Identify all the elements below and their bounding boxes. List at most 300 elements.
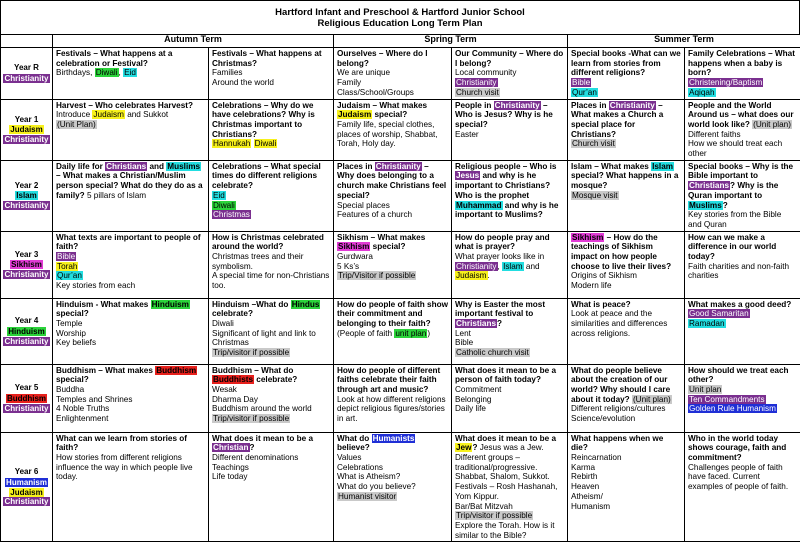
term-spring: Spring Term <box>334 35 568 48</box>
unit-text: Diwali <box>212 319 234 328</box>
religion-tag: Judaism <box>9 125 43 134</box>
unit-text: , <box>498 262 503 271</box>
unit-line <box>688 162 797 211</box>
highlight-grey: Mosque visit <box>571 191 619 200</box>
unit-text: What is peace? <box>571 300 631 309</box>
unit-line <box>455 329 564 339</box>
unit-text: People in <box>455 101 494 110</box>
unit-line <box>56 271 205 281</box>
unit-line <box>571 482 681 492</box>
unit-line <box>212 414 330 424</box>
unit-text: How should we treat each other? <box>688 366 789 385</box>
year-row <box>1 432 800 542</box>
unit-line <box>212 252 330 271</box>
unit-cell <box>209 231 334 298</box>
unit-cell <box>568 298 685 364</box>
unit-text: Hinduism –What do <box>212 300 291 309</box>
unit-text: Heaven <box>571 482 599 491</box>
unit-text: ? <box>497 319 502 328</box>
highlight-grey: Church visit <box>455 88 500 97</box>
unit-line <box>337 120 448 149</box>
unit-text: special? <box>56 375 89 384</box>
unit-line <box>56 319 205 329</box>
unit-text: Look at how different religions depict religious figures/stories in art. <box>337 395 446 423</box>
unit-line <box>688 101 797 130</box>
plan-header <box>0 0 800 34</box>
unit-text: Faith charities and non-faith charities <box>688 262 789 281</box>
year-cell <box>1 99 53 160</box>
highlight-purple: Christening/Baptism <box>688 78 763 87</box>
unit-line <box>337 68 448 78</box>
unit-text: What do people believe about the creation of our world? Why should I care about it today? <box>571 366 670 404</box>
unit-text: People and the World Around us – what does our world look like? <box>688 101 794 129</box>
unit-line <box>571 463 681 473</box>
unit-text: Our Community – Where do I belong? <box>455 49 563 68</box>
unit-text: and <box>147 162 166 171</box>
unit-cell <box>452 99 568 160</box>
highlight-cyan: Eid <box>123 68 137 77</box>
unit-cell <box>53 298 209 364</box>
unit-text: Modern life <box>571 281 612 290</box>
unit-text: Religious people – Who is <box>455 162 556 171</box>
unit-line <box>56 68 205 78</box>
year-row <box>1 364 800 432</box>
unit-text: Humanism <box>571 502 610 511</box>
unit-text: What can we learn from stories of faith? <box>56 434 187 453</box>
unit-text: Sikhism – What makes <box>337 233 425 242</box>
highlight-purple: Christians <box>455 319 497 328</box>
unit-text: Judaism – What makes <box>337 101 427 110</box>
unit-text: Rebirth <box>571 472 597 481</box>
unit-text: Families <box>212 68 242 77</box>
highlight-cyan: Qur’an <box>571 88 598 97</box>
unit-line <box>688 395 797 405</box>
unit-line <box>455 68 564 78</box>
unit-text: What do <box>337 434 372 443</box>
unit-line <box>212 233 330 252</box>
unit-text: How do people of faith show their commitment and belonging to their faith? <box>337 300 448 328</box>
unit-line <box>212 191 330 201</box>
unit-text: special? <box>56 309 89 318</box>
year-cell <box>1 432 53 542</box>
religion-tag: Christianity <box>3 337 49 346</box>
unit-text: ? <box>250 443 255 452</box>
unit-text: Special books -What can we learn from stories from different religions? <box>571 49 681 77</box>
religion-tag: Christianity <box>3 135 49 144</box>
unit-cell <box>685 160 800 231</box>
unit-line <box>688 366 797 385</box>
unit-cell <box>568 432 685 542</box>
highlight-grey: Trip/Visitor if possible <box>337 271 416 280</box>
highlight-purple: Christianity <box>455 78 498 87</box>
unit-text: What prayer looks like in <box>455 252 544 261</box>
unit-line <box>571 233 681 272</box>
unit-line <box>56 233 205 252</box>
unit-text: Places in <box>337 162 375 171</box>
unit-line <box>688 78 797 88</box>
unit-text: Key stories from each <box>56 281 135 290</box>
unit-text: Karma <box>571 463 595 472</box>
unit-line <box>455 49 564 68</box>
term-summer: Summer Term <box>568 35 800 48</box>
unit-line <box>455 78 564 88</box>
corner-cell <box>1 35 53 48</box>
unit-text: Christmas trees and their symbolism. <box>212 252 303 271</box>
highlight-grey: Trip/visitor if possible <box>212 414 290 423</box>
unit-text: How stories from different religions influence the way in which people live today. <box>56 453 193 481</box>
unit-line <box>337 252 448 262</box>
unit-line <box>56 453 205 482</box>
unit-text: Gurdwara <box>337 252 373 261</box>
term-autumn: Autumn Term <box>53 35 334 48</box>
unit-line <box>337 492 448 502</box>
year-cell <box>1 160 53 231</box>
unit-line <box>571 162 681 191</box>
unit-text: Teachings <box>212 463 249 472</box>
highlight-purple: Christian <box>212 443 250 452</box>
unit-cell <box>452 160 568 231</box>
unit-line <box>571 492 681 502</box>
unit-cell <box>685 298 800 364</box>
year-row <box>1 160 800 231</box>
unit-line <box>212 319 330 329</box>
unit-text: Places in <box>571 101 609 110</box>
unit-cell <box>53 160 209 231</box>
highlight-yellow: Judaism <box>92 110 125 119</box>
highlight-grey: Church visit <box>571 139 616 148</box>
unit-line <box>571 281 681 291</box>
highlight-purple: Christians <box>105 162 147 171</box>
highlight-green: Diwali <box>212 201 236 210</box>
unit-text: Buddha <box>56 385 84 394</box>
unit-text: What does it mean to be a person of faith today? <box>455 366 556 385</box>
year-label: Year 6 <box>2 467 51 477</box>
highlight-blue: Humanists <box>372 434 416 443</box>
unit-line <box>56 414 205 424</box>
unit-line <box>455 434 564 453</box>
unit-text: Festivals – Rosh Hashanah, Yom Kippur. <box>455 482 557 501</box>
plan-body <box>1 48 800 542</box>
unit-line <box>688 130 797 140</box>
unit-line <box>455 338 564 348</box>
unit-text: Challenges people of faith have faced. Current examples of people of faith. <box>688 463 788 491</box>
highlight-blue: Golden Rule Humanism <box>688 404 777 413</box>
unit-line <box>56 262 205 272</box>
highlight-grey: Trip/visitor if possible <box>212 348 290 357</box>
unit-line <box>455 366 564 385</box>
unit-text: Look at peace and the similarities and differences across religions. <box>571 309 667 337</box>
unit-line <box>56 300 205 319</box>
religion-tag: Buddhism <box>6 394 47 403</box>
highlight-purple: Bible <box>571 78 591 87</box>
highlight-grey: Unit plan <box>688 385 722 394</box>
unit-line <box>455 404 564 414</box>
unit-line <box>337 366 448 395</box>
unit-line <box>571 78 681 88</box>
unit-cell <box>452 432 568 542</box>
unit-line <box>337 453 448 463</box>
unit-cell <box>452 231 568 298</box>
unit-cell <box>685 231 800 298</box>
unit-line <box>455 348 564 358</box>
unit-line <box>688 385 797 395</box>
highlight-yellow: Jew <box>455 443 472 452</box>
unit-line <box>455 130 564 140</box>
unit-text: believe? <box>337 443 370 452</box>
religion-tag: Judaism <box>9 488 43 497</box>
unit-text: What does it mean to be a <box>455 434 556 443</box>
unit-cell <box>334 160 452 231</box>
unit-line <box>56 49 205 68</box>
highlight-cyan: Qur’an <box>56 271 83 280</box>
unit-text: Key beliefs <box>56 338 96 347</box>
unit-line <box>212 78 330 88</box>
unit-line <box>212 68 330 78</box>
unit-cell <box>568 364 685 432</box>
unit-line <box>337 395 448 424</box>
unit-text: Daily life <box>455 404 486 413</box>
unit-line <box>455 521 564 540</box>
unit-text: Lent <box>455 329 471 338</box>
unit-text: special? <box>370 242 405 251</box>
unit-line <box>56 385 205 395</box>
religion-tag: Christianity <box>3 497 49 506</box>
unit-line <box>212 453 330 463</box>
unit-line <box>455 252 564 281</box>
unit-text: – How do the teachings of Sikhism impact on how people choose to live their lives? <box>571 233 671 271</box>
unit-text: Wesak <box>212 385 237 394</box>
unit-line <box>571 139 681 149</box>
unit-line <box>688 300 797 310</box>
highlight-grey: (Unit plan) <box>752 120 792 129</box>
unit-text: Commitment <box>455 385 501 394</box>
unit-text: 5 pillars of Islam <box>85 191 146 200</box>
unit-line <box>571 472 681 482</box>
highlight-cyan: Aqiqah <box>688 88 716 97</box>
unit-text: special? What happens in a mosque? <box>571 171 678 190</box>
unit-text: Celebrations – What special times do different religions celebrate? <box>212 162 321 190</box>
unit-text: Why is Easter the most important festival to <box>455 300 545 319</box>
unit-line <box>455 162 564 220</box>
unit-text: – Who is Jesus? Why is he special? <box>455 101 553 129</box>
highlight-yellow: Judaism <box>455 271 488 280</box>
unit-text: Life today <box>212 472 248 481</box>
year-label: Year R <box>2 63 51 73</box>
highlight-purple: Christianity <box>455 262 498 271</box>
year-label: Year 3 <box>2 250 51 260</box>
highlight-purple: Good Samaritan <box>688 309 750 318</box>
unit-line <box>56 120 205 130</box>
unit-line <box>455 233 564 252</box>
year-label: Year 5 <box>2 383 51 393</box>
unit-line <box>56 434 205 453</box>
highlight-purple: Christianity <box>375 162 422 171</box>
unit-text: Local community <box>455 68 516 77</box>
year-label: Year 2 <box>2 181 51 191</box>
unit-text: How do people of different faiths celebrate their faith through art and music? <box>337 366 440 394</box>
unit-line <box>688 88 797 98</box>
unit-line <box>337 463 448 473</box>
unit-text: Bible <box>455 338 473 347</box>
year-row <box>1 99 800 160</box>
unit-cell <box>53 231 209 298</box>
unit-line <box>571 191 681 201</box>
unit-line <box>56 366 205 385</box>
unit-cell <box>685 48 800 100</box>
unit-line <box>337 434 448 453</box>
unit-text: Ourselves – Where do I belong? <box>337 49 428 68</box>
unit-text: What do you believe? <box>337 482 416 491</box>
religion-tag: Hinduism <box>7 327 45 336</box>
highlight-grey: (Unit Plan) <box>56 120 97 129</box>
unit-line <box>212 49 330 68</box>
unit-line <box>212 463 330 473</box>
unit-line <box>688 233 797 262</box>
unit-text: Significant of light and link to Christmas <box>212 329 316 348</box>
unit-line <box>212 271 330 290</box>
unit-line <box>337 271 448 281</box>
highlight-grey: (Unit plan) <box>632 395 672 404</box>
unit-text: – What makes a Church a special place for Christians? <box>571 101 663 139</box>
religion-tag: Sikhism <box>10 260 43 269</box>
religion-tag: Christianity <box>3 270 49 279</box>
unit-cell <box>209 432 334 542</box>
unit-text: Features of a church <box>337 210 412 219</box>
unit-text: Class/School/Groups <box>337 88 414 97</box>
unit-line <box>212 395 330 405</box>
religion-tag: Christianity <box>3 201 49 210</box>
unit-line <box>571 88 681 98</box>
highlight-pink: Sikhism <box>571 233 604 242</box>
unit-line <box>455 88 564 98</box>
unit-text: Around the world <box>212 78 274 87</box>
unit-line <box>212 404 330 414</box>
unit-line <box>337 233 448 252</box>
unit-text: Special places <box>337 201 390 210</box>
year-row <box>1 298 800 364</box>
unit-cell <box>53 99 209 160</box>
unit-text: How can we make a difference in our world today? <box>688 233 776 261</box>
unit-line <box>455 482 564 501</box>
unit-line <box>571 453 681 463</box>
unit-text: Shabbat, Shalom, Sukkot. <box>455 472 550 481</box>
religion-tag: Christianity <box>3 74 49 83</box>
unit-line <box>212 472 330 482</box>
unit-text: Different religions/cultures <box>571 404 666 413</box>
unit-line <box>212 210 330 220</box>
highlight-yellow: Judaism <box>337 110 372 119</box>
unit-line <box>212 101 330 140</box>
unit-text: Dharma Day <box>212 395 258 404</box>
unit-text: Atheism/ <box>571 492 603 501</box>
highlight-purple: Ten Commandments <box>688 395 766 404</box>
unit-line <box>56 338 205 348</box>
unit-line <box>56 110 205 120</box>
unit-text: Origins of Sikhism <box>571 271 637 280</box>
unit-line <box>337 329 448 339</box>
year-row <box>1 231 800 298</box>
unit-text: What does it mean to be a <box>212 434 313 443</box>
highlight-purple: Christmas <box>212 210 251 219</box>
unit-cell <box>334 364 452 432</box>
unit-text: Festivals – What happens at Christmas? <box>212 49 322 68</box>
highlight-purple: Christians <box>688 181 730 190</box>
year-cell <box>1 48 53 100</box>
unit-line <box>688 210 797 229</box>
highlight-green: Hinduism <box>151 300 190 309</box>
unit-text: ? <box>472 443 477 452</box>
year-label: Year 1 <box>2 115 51 125</box>
highlight-cyan: Islam <box>502 262 524 271</box>
year-row <box>1 48 800 100</box>
unit-cell <box>452 298 568 364</box>
long-term-plan-table <box>0 34 800 542</box>
unit-text: Values <box>337 453 361 462</box>
unit-line <box>571 434 681 453</box>
unit-line <box>571 309 681 338</box>
unit-cell <box>685 432 800 542</box>
unit-text: special? <box>372 110 407 119</box>
unit-line <box>571 502 681 512</box>
unit-line <box>571 300 681 310</box>
unit-cell <box>209 364 334 432</box>
unit-line <box>455 511 564 521</box>
unit-cell <box>452 48 568 100</box>
unit-text: Enlightenment <box>56 414 108 423</box>
unit-text: (People of faith <box>337 329 394 338</box>
highlight-green: Hindus <box>291 300 321 309</box>
highlight-red: Buddhism <box>155 366 197 375</box>
highlight-yellow: Torah <box>56 262 78 271</box>
unit-line <box>56 281 205 291</box>
highlight-cyan: Muhammad <box>455 201 503 210</box>
unit-text: Science/evolution <box>571 414 635 423</box>
unit-line <box>56 252 205 262</box>
unit-line <box>688 262 797 281</box>
unit-line <box>455 101 564 130</box>
unit-text: Hinduism - What makes <box>56 300 151 309</box>
unit-text: Explore the Torah. How is it similar to the Bible? <box>455 521 555 540</box>
unit-cell <box>568 48 685 100</box>
unit-text: Family <box>337 78 361 87</box>
unit-text: – What makes a Christian/Muslim person special? What do they do as a family? <box>56 171 203 199</box>
unit-line <box>455 300 564 329</box>
unit-text: What happens when we die? <box>571 434 663 453</box>
religion-tag: Islam <box>15 191 37 200</box>
unit-cell <box>334 231 452 298</box>
unit-text: Buddhism – What do <box>212 366 293 375</box>
unit-text: Reincarnation <box>571 453 622 462</box>
unit-text: Special books – Why is the Bible important to <box>688 162 793 181</box>
unit-line <box>688 319 797 329</box>
unit-text: Daily life for <box>56 162 105 171</box>
unit-cell <box>53 364 209 432</box>
unit-text: and why is he important to Muslims? <box>455 201 558 220</box>
highlight-yellow: Hannukah <box>212 139 251 148</box>
unit-line <box>212 385 330 395</box>
unit-line <box>56 162 205 201</box>
unit-line <box>571 414 681 424</box>
highlight-purple: Bible <box>56 252 76 261</box>
unit-line <box>212 434 330 453</box>
unit-line <box>56 329 205 339</box>
unit-line <box>337 101 448 120</box>
unit-text: Who in the world today shows courage, faith and commitment? <box>688 434 786 462</box>
unit-cell <box>568 231 685 298</box>
unit-line <box>337 262 448 272</box>
unit-text: celebrate? <box>254 375 297 384</box>
unit-line <box>212 162 330 191</box>
